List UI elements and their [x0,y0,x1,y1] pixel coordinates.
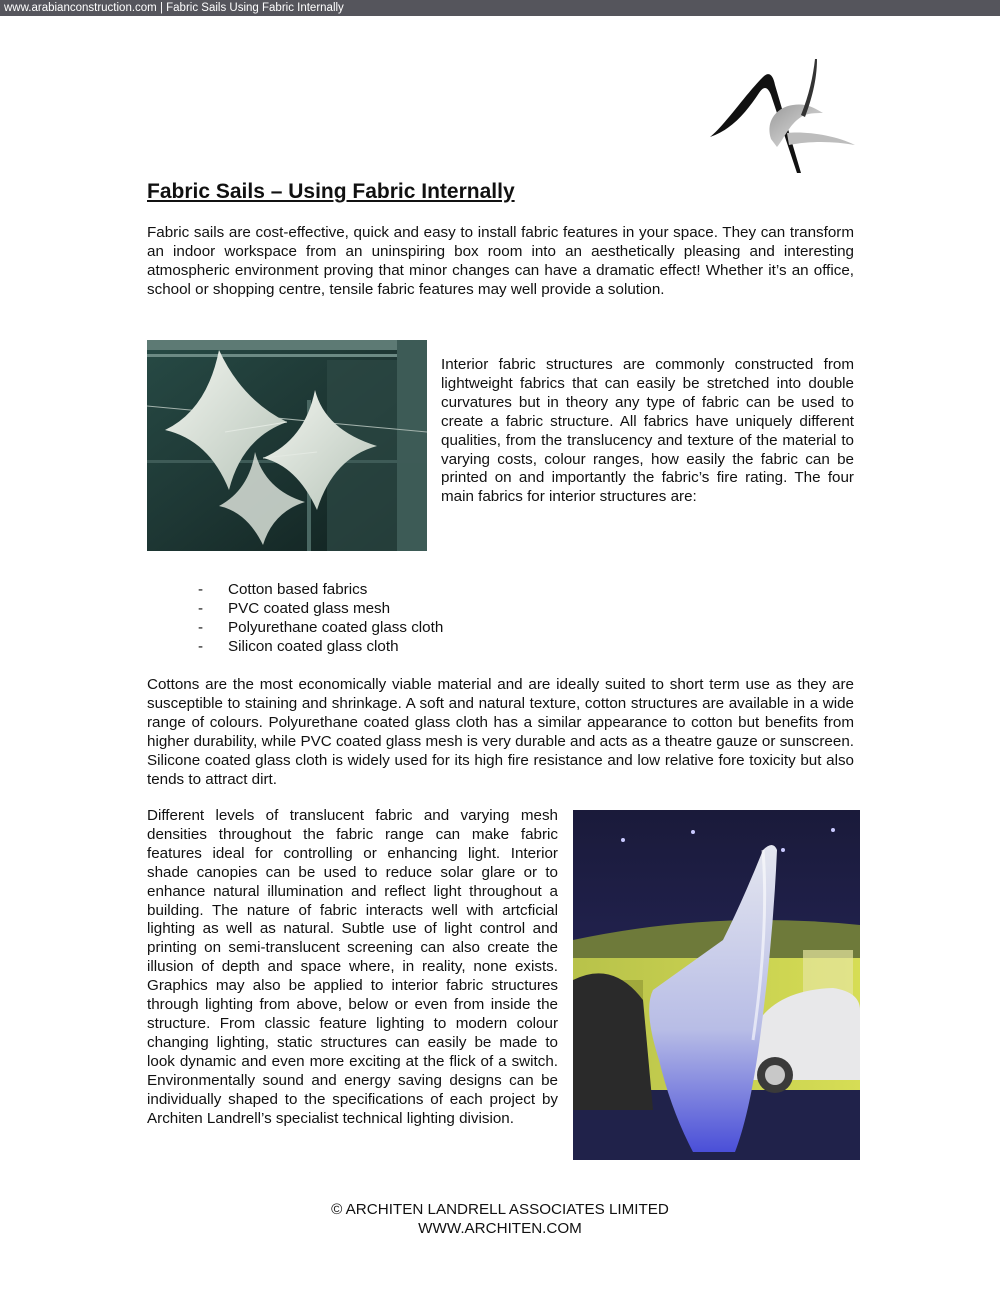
list-item-label: Cotton based fabrics [228,581,368,598]
list-item-label: Silicon coated glass cloth [228,637,399,655]
intro-paragraph: Fabric sails are cost-effective, quick and easy to install fabric features in your space. They can transform an indoor workspace from an uninspiring box room into an aesthetically pleasing and interesting atmospheric environment proving that minor changes can have a dramatic effect! Whether it’s an office, school or shopping centre, tensile fabric features may well provide a solution. [147,224,854,298]
browser-title-bar: www.arabianconstruction.com | Fabric Sails Using Fabric Internally [0,0,1000,16]
list-marker: - [198,581,204,598]
list-item-label: Polyurethane coated glass cloth [228,618,444,636]
fabric-sails-photo [147,340,427,551]
structures-paragraph: Interior fabric structures are commonly constructed from lightweight fabrics that can easily be stretched into double curvatures but in theory any type of fabric can be used to create a fabric structure. All fabrics have uniquely different qualities, from the translucency and texture of the material to varying costs, colour ranges, how easily the fabric can be printed on and importantly the fabric’s fire rating. The four main fabrics for interior structures are: [441,356,854,506]
list-item [198,619,443,638]
footer-copyright: © ARCHITEN LANDRELL ASSOCIATES LIMITED [331,1201,669,1218]
footer [0,1200,1000,1238]
list-marker: - [198,599,204,617]
cottons-paragraph: Cottons are the most economically viable material and are ideally suited to short term use as they are susceptible to staining and shrinkage. A soft and natural texture, cotton structures are available in a wide range of colours. Polyurethane coated glass cloth has a similar appearance to cotton but benefits from higher durability, while PVC coated glass mesh is very durable and acts as a theatre gauze or sunscreen. Silicone coated glass cloth is widely used for its high fire resistance and low relative fore toxicity but also tends to attract dirt. [147,676,854,788]
list-item [198,638,443,657]
article-title: Fabric Sails – Using Fabric Internally [147,180,515,203]
list-marker: - [198,637,204,655]
fabric-types-list [198,581,443,657]
architen-logo-icon [705,55,857,177]
illuminated-fabric-sculpture-photo [573,810,860,1160]
list-item [198,600,443,619]
list-item-label: PVC coated glass mesh [228,599,391,617]
lighting-paragraph: Different levels of translucent fabric and varying mesh densities throughout the fabric range can make fabric features ideal for controlling or enhancing light. Interior shade canopies can be used to reduce solar glare or to enhance natural illumination and reflect light throughout a building. The nature of fabric interacts well with artcficial lighting as well as natural. Subtle use of light control and printing on semi-translucent screening can also create the illusion of depth and space where, in reality, none exists. Graphics may also be applied to interior fabric structures through lighting from above, below or even from inside the structure. From classic feature lighting to modern colour changing lighting, static structures can easily be made to look dynamic and even more exciting at the flick of a switch. Environmentally sound and energy saving designs can be individually shaped to the specifications of each project by Architen Landrell’s specialist technical lighting division. [147,807,558,1127]
footer-website: WWW.ARCHITEN.COM [418,1220,582,1237]
list-marker: - [198,618,204,636]
list-item [198,581,443,600]
